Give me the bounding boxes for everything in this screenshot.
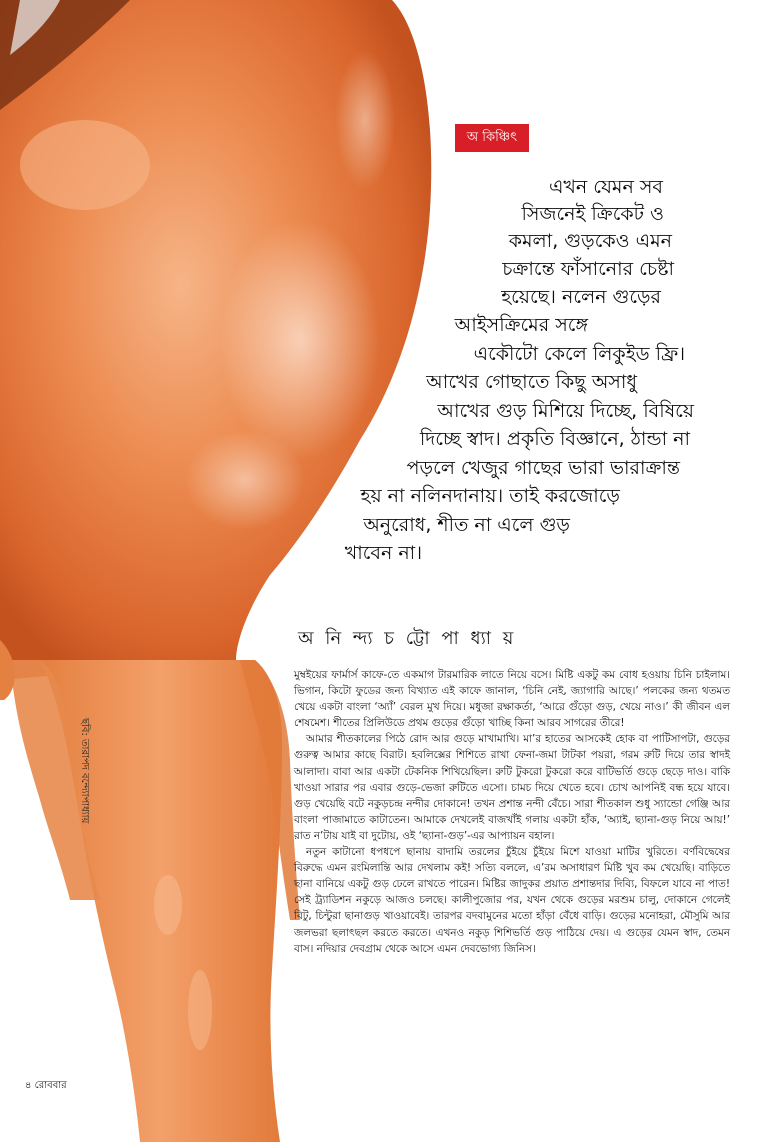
pull-quote-line: চক্রান্তে ফাঁসানোর চেষ্টা [502,258,674,280]
page-folio: ৪ রোববার [25,1080,67,1091]
pull-quote-line: হয়েছে। নলেন গুড়ের [501,286,661,308]
pull-quote-line: হয় না নলিনদানায়। তাই করজোড়ে [360,485,620,507]
article-paragraph: নতুন কাটানো ধপধপে ছানায় বাদামি তরলের চুঁইয়ে চুঁইয়ে মিশে যাওয়া মাটির খুরিতে। বর্ণবিদ্বেষের বিরুদ্ধে এমন রংমিলান্তি আর দেখলাম কই! সত্যি বললে, এ’রম অসাধারণ মিষ্টি খুব কম খেয়েছি। বাড়িতে ছানা বানিয়ে একটু গুড় ঢেলে রাখতে পারেন। মিষ্টির জাদুকর প্রয়াত প্রশান্তদার দিব্যি, বিফলে যাবে না পাত! সেই ট্র্যাডিশন নকুড়ে আজও চলছে। কালীপুজোর পর, যখন থেকে গুড়ের মরশুম চালু, দোকানে গেলেই বিটু, চিন্টুরা ছানাগুড় খাওয়াবেই। তারপর বদবামুনের মতো হাঁড়া বেঁধে বাড়ি। গুড়ের মনোহরা, মৌসুমি আর জলভরা ছলাৎছল করতে করতে। এখনও নকুড় শিশিভর্তি গুড় পাঠিয়ে দেয়। এ গুড়ের যেমন স্বাদ, তেমন বাস। নদিয়ার দেবগ্রাম থেকে আসে এমন দেবভোগ্য জিনিস। [294,846,730,955]
article-body [294,667,730,957]
pull-quote-line: খাবেন না। [344,542,422,564]
pull-quote-line: সিজনেই ক্রিকেট ও [521,203,664,225]
pull-quote-line: আখের গোছাতে কিছু অসাধু [426,371,637,393]
pull-quote-line: দিচ্ছে স্বাদ। প্রকৃতি বিজ্ঞানে, ঠান্ডা না [419,428,690,450]
pull-quote-line: কমলা, গুড়কেও এমন [508,230,672,252]
pull-quote-line: এখন যেমন সব [548,176,663,198]
pull-quote-line: আখের গুড় মিশিয়ে দিচ্ছে, বিষিয়ে [437,400,694,422]
pull-quote-line: আইসক্রিমের সঙ্গে [454,314,588,336]
pull-quote-line: একৌটো কেলে লিকুইড ফ্রি। [473,343,685,365]
article-paragraph: মুম্বইয়ের ফার্মার্স কাফে-তে একমাগ টারমারিক লাতে নিয়ে বসে। মিষ্টি একটু কম বোধ হওয়ায় চিনি চাইলাম। ভিগান, কিটো ফুডের জন্য বিখ্যাত এই কাফে জানাল, ‘চিনি নেই, জ্যাগারি আছে।’ পলকের জন্য থতমত খেয়ে একটা বাংলা ‘অ্যাঁ’ বেরল মুখ দিয়ে। মধুজা রক্ষাকর্তা, ‘আরে গুঁড়ো গুড়, খেয়ে নাও।’ কী জীবন এল শেষমেশ। শীতের প্রিলিউডে প্রথম গুড়ের গুঁড়ো খাচ্ছি কিনা আরব সাগরের তীরে! [294,669,730,730]
pull-quote-line: অনুরোধ, শীত না এলে গুড় [363,514,570,536]
pull-quote-line: পড়লে খেজুর গাছের ভারা ভারাক্রান্ত [406,457,680,479]
photo-credit: ছবি: তারাপদ বন্দ্যোপাধ্যায় [79,718,90,824]
category-tag: অ কিঞ্চিৎ [455,124,529,152]
article-paragraph: আমার শীতকালের পিঠে রোদ আর গুড়ে মাখামাখি। মা’র হাতের আসকেই হোক বা পাটিসাপটা, গুড়ের গুরুত্ব আমার কাছে বিরাট। হবলিক্সের শিশিতে রাখা ফেনা-জমা টাটকা পয়রা, গরম রুটি দিয়ে তার স্বাদই আলাদা। বাবা আর একটা টেকনিক শিখিয়েছিল। রুটি টুকরো টুকরো করে বাটিভর্তি গুড়ে ছেড়ে দাও। বাকি খাওয়া সারার পর এবার গুড়ে-ভেজা রুটিতে এসো। চামচ দিয়ে খেতে হবে। চোখ আপনিই বন্ধ হয়ে যাবে। গুড় খেয়েছি বটে নকুড়চন্দ্র নন্দীর দোকানে! তখন প্রশান্ত নন্দী বেঁচে। সারা শীতকাল শুধু স্যান্ডো গেঞ্জি আর বাংলা পাজামাতে কাটাতেন। আমাকে দেখলেই বাজখাঁই গলায় একটা হাঁক, ‘অ্যাই, ছ্যানা-গুড় নিয়ে আয়!’ রাত ন’টায় যাই বা দুটোয়, ওই ‘ছ্যানা-গুড়’-এর আপ্যায়ন বহাল। [294,733,730,842]
author-name: অ নি ন্দ্য চ ট্টো পা ধ্যা য় [298,628,517,649]
